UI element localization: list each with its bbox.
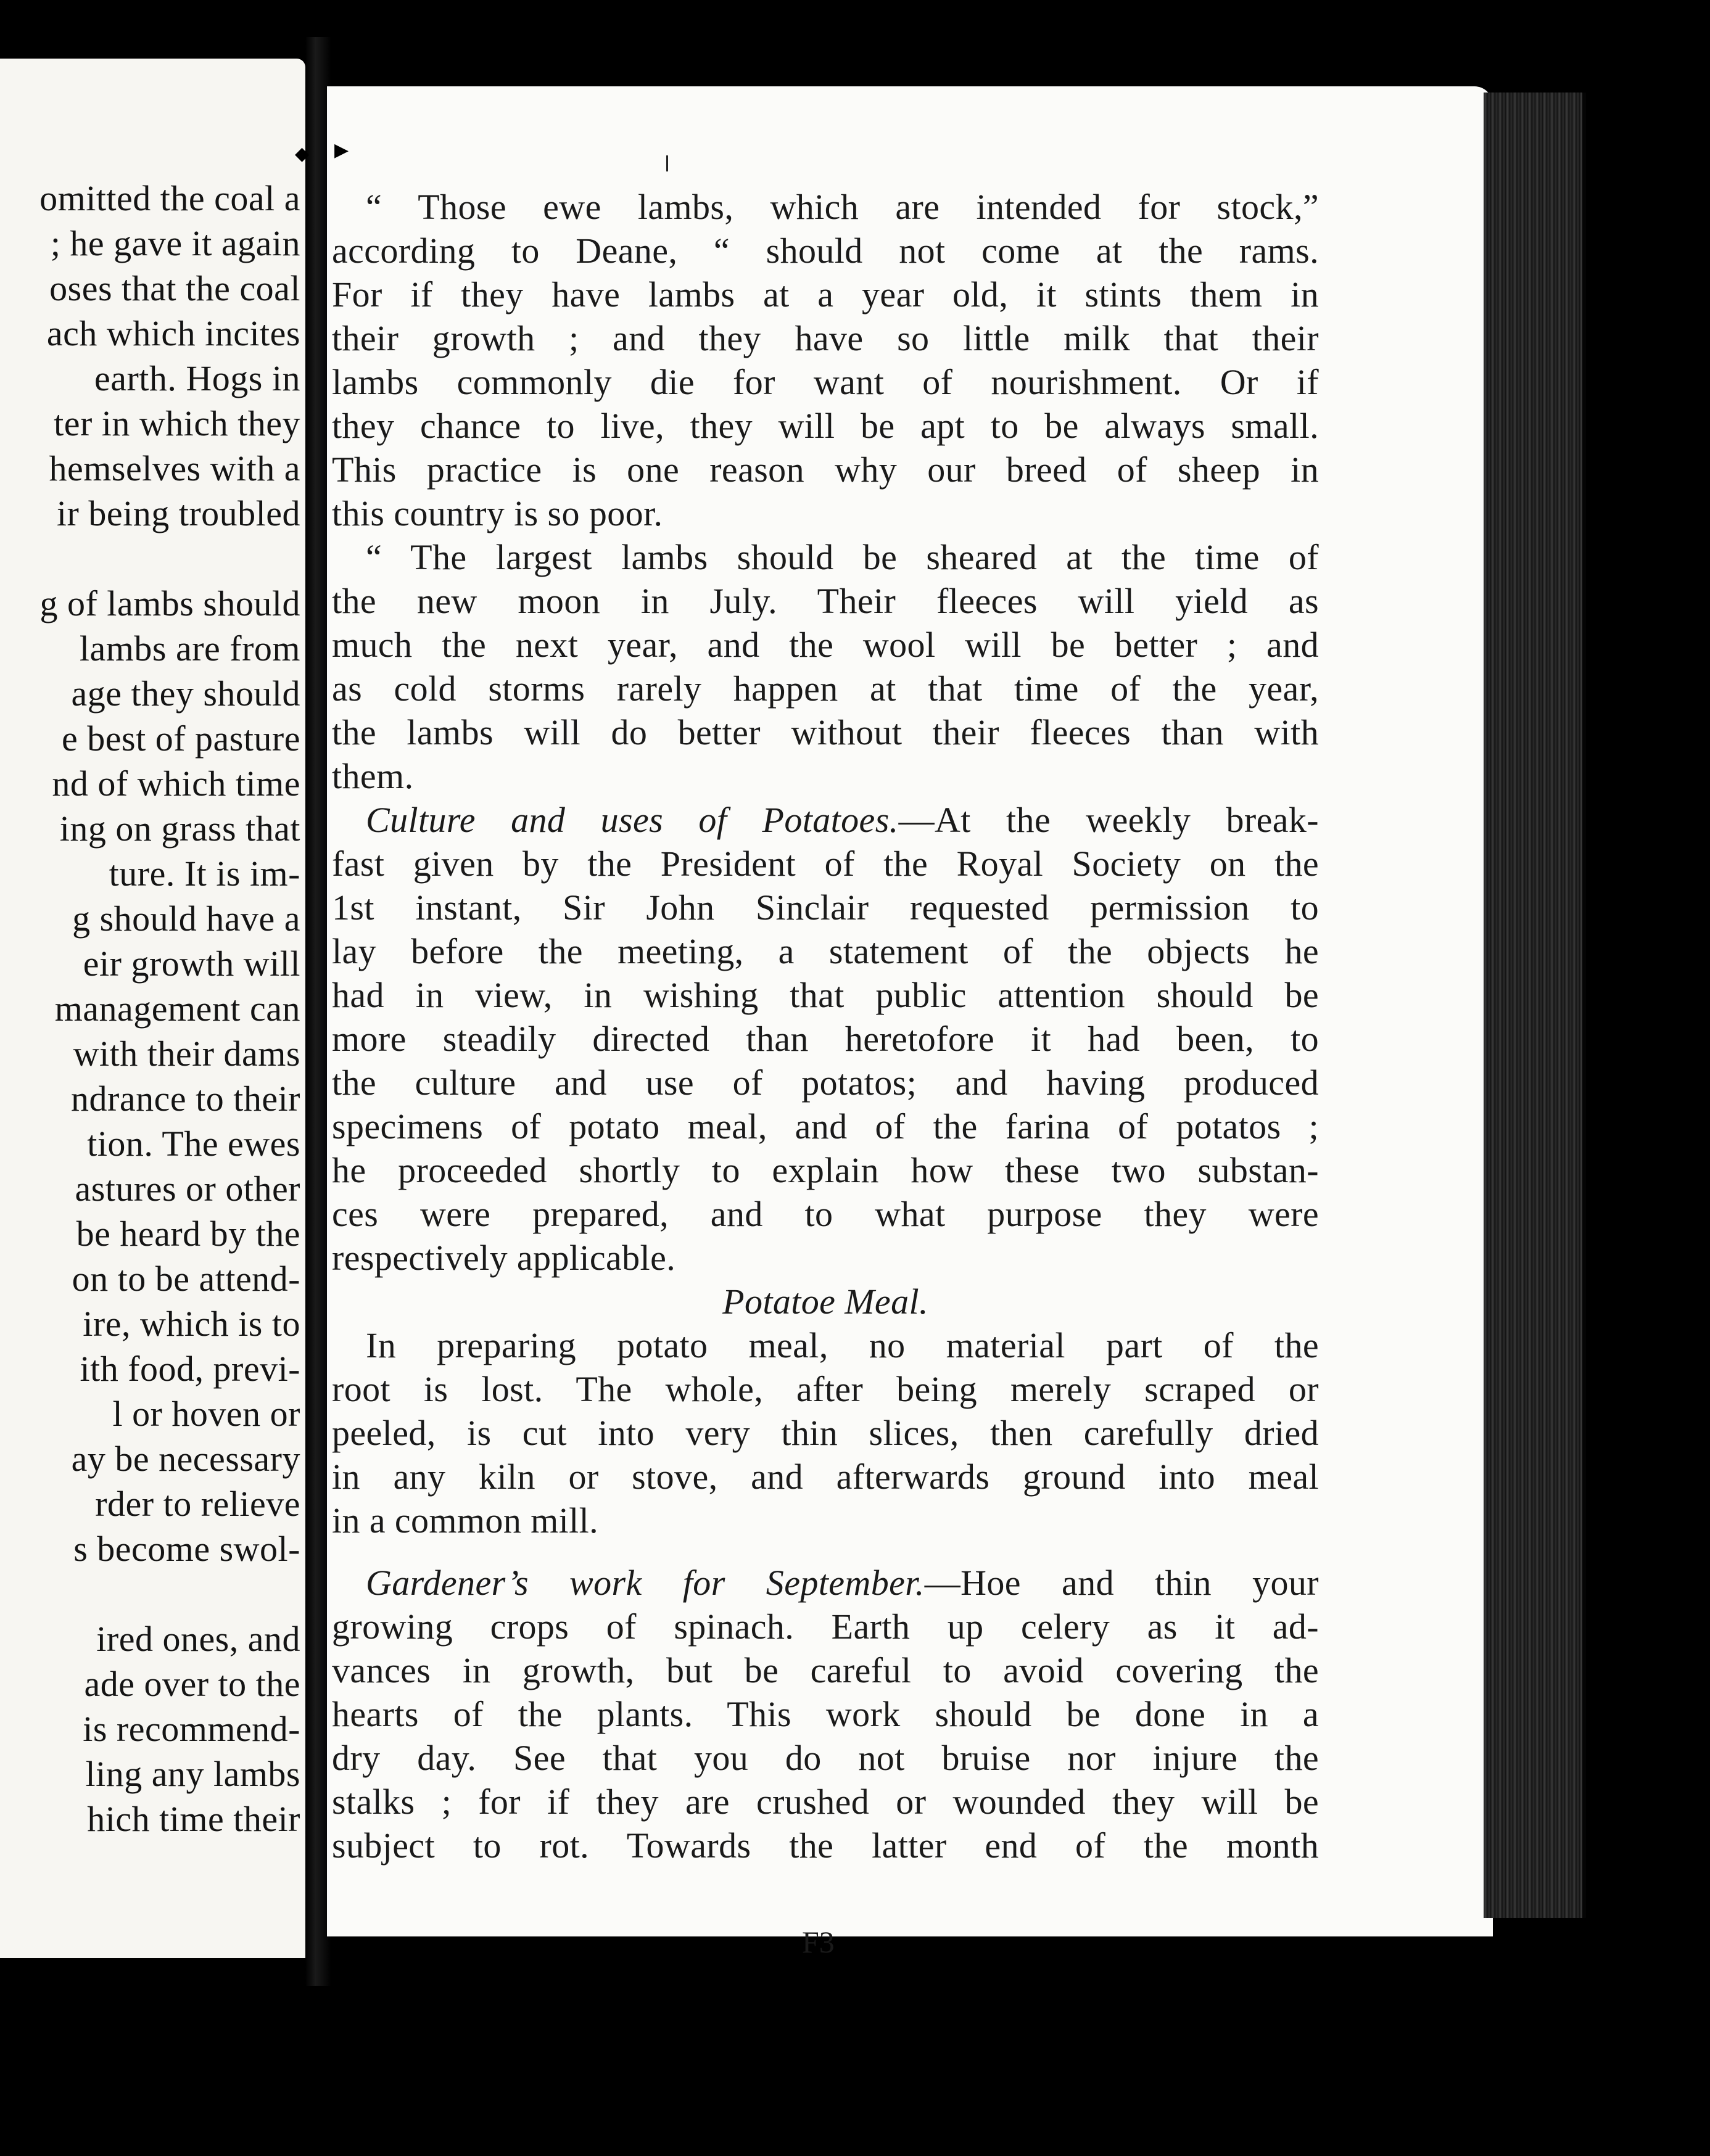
gardener-heading: Gardener’s work for September. (366, 1563, 925, 1603)
text-line: dry day. See that you do not bruise nor injure the (332, 1738, 1319, 1778)
text-line: he proceeded shortly to explain how these two substan- (332, 1150, 1319, 1190)
paragraph-shearing (332, 535, 1319, 798)
left-text-line: management can (54, 989, 300, 1029)
text-line: they chance to live, they will be apt to be always small. (332, 406, 1319, 446)
left-text-line: g of lambs should (39, 583, 300, 623)
text-line: growing crops of spinach. Earth up celery as it ad- (332, 1607, 1319, 1647)
text-line: lay before the meeting, a statement of the objects he (332, 931, 1319, 971)
text-line: For if they have lambs at a year old, it stints them in (332, 274, 1319, 315)
paragraph-potatoes (332, 798, 1319, 1280)
left-text-line: ith food, previ- (80, 1349, 300, 1389)
text-line: In preparing potato meal, no material part of the (366, 1325, 1319, 1365)
paragraph-ewe-lambs (332, 185, 1319, 535)
left-text-line: lambs are from (79, 628, 300, 669)
text-line: “ The largest lambs should be sheared at the time of (366, 537, 1319, 577)
left-text-line: ach which incites (46, 313, 300, 353)
left-text-line (0, 536, 300, 581)
gardener-lead-text: —Hoe and thin your (924, 1563, 1319, 1603)
left-text-line: is recommend- (83, 1709, 300, 1749)
left-text-line (0, 1571, 300, 1616)
left-text-line: tion. The ewes (87, 1124, 300, 1164)
text-line: fast given by the President of the Royal Society on the (332, 844, 1319, 884)
left-text-line: hemselves with a (49, 448, 300, 488)
text-line: according to Deane, “ should not come at the rams. (332, 231, 1319, 271)
text-line: hearts of the plants. This work should be done in a (332, 1694, 1319, 1734)
stray-ink-mark (666, 155, 668, 171)
left-text-line: ndrance to their (71, 1079, 300, 1119)
left-text-line: ade over to the (84, 1664, 300, 1704)
text-line: this country is so poor. (332, 493, 663, 533)
left-text-line: ; he gave it again (50, 223, 300, 263)
right-page-text (332, 185, 1319, 1867)
left-text-line: g should have a (72, 899, 300, 939)
signature-mark: F3 (802, 1925, 835, 1959)
text-line: root is lost. The whole, after being merely scraped or (332, 1369, 1319, 1409)
text-line: much the next year, and the wool will be better ; and (332, 625, 1319, 665)
spacer (332, 1542, 1319, 1561)
left-text-line: age they should (71, 673, 300, 714)
left-text-line: e best of pasture (62, 718, 300, 759)
text-line: in any kiln or stove, and afterwards ground into meal (332, 1457, 1319, 1497)
text-line: “ Those ewe lambs, which are intended for stock,” (366, 187, 1319, 227)
text-line: peeled, is cut into very thin slices, then carefully dried (332, 1413, 1319, 1453)
left-text-line: ir being troubled (56, 493, 300, 533)
left-text-line: ay be necessary (71, 1439, 300, 1479)
left-text-line: omitted the coal a (39, 178, 300, 218)
potatoes-heading: Culture and uses of Potatoes. (366, 800, 899, 840)
text-line: subject to rot. Towards the latter end of the month (332, 1825, 1319, 1866)
left-text-line: ired ones, and (96, 1619, 300, 1659)
left-text-line: astures or other (75, 1169, 300, 1209)
text-line: them. (332, 756, 414, 796)
left-text-line: hich time their (87, 1799, 300, 1839)
text-line: as cold storms rarely happen at that time of the year, (332, 669, 1319, 709)
left-text-line: oses that the coal (49, 268, 300, 308)
left-text-line: ire, which is to (83, 1304, 300, 1344)
text-line (332, 798, 1319, 842)
text-line: their growth ; and they have so little milk that their (332, 318, 1319, 358)
left-text-line: l or hoven or (112, 1394, 300, 1434)
left-text-line: ter in which they (54, 403, 300, 443)
arrow-left-icon: ◆ (295, 143, 310, 165)
text-line: in a common mill. (332, 1500, 599, 1541)
text-line: the lambs will do better without their fleeces than with (332, 712, 1319, 752)
potatoe-meal-heading: Potatoe Meal. (722, 1282, 928, 1322)
text-line: stalks ; for if they are crushed or wounded they will be (332, 1782, 1319, 1822)
paragraph-gardener (332, 1561, 1319, 1867)
text-line: vances in growth, but be careful to avoid covering the (332, 1650, 1319, 1690)
left-text-line: s become swol- (73, 1529, 300, 1569)
text-line: lambs commonly die for want of nourishment. Or if (332, 362, 1319, 402)
arrow-right-icon: ▶ (334, 139, 349, 161)
left-text-line: with their dams (73, 1034, 300, 1074)
text-line: the new moon in July. Their fleeces will yield as (332, 581, 1319, 621)
text-line: the culture and use of potatos; and having produced (332, 1063, 1319, 1103)
left-text-line: ling any lambs (85, 1754, 300, 1794)
left-text-line: be heard by the (76, 1214, 300, 1254)
text-line: had in view, in wishing that public attention should be (332, 975, 1319, 1015)
left-text-line: eir growth will (83, 944, 300, 984)
left-page (0, 59, 305, 1958)
left-text-line: ture. It is im- (109, 854, 300, 894)
left-text-line: earth. Hogs in (94, 358, 300, 398)
left-text-line: rder to relieve (95, 1484, 300, 1524)
text-line (332, 1561, 1319, 1605)
text-line: respectively applicable. (332, 1238, 676, 1278)
left-text-line: nd of which time (52, 763, 300, 804)
left-text-line: ing on grass that (59, 808, 300, 849)
book-fore-edge (1484, 93, 1586, 1918)
left-text-line: on to be attend- (72, 1259, 300, 1299)
text-line: more steadily directed than heretofore it had been, to (332, 1019, 1319, 1059)
text-line: specimens of potato meal, and of the farina of potatos ; (332, 1106, 1319, 1146)
potatoes-lead-text: —At the weekly break- (898, 800, 1320, 840)
text-line: ces were prepared, and to what purpose they were (332, 1194, 1319, 1234)
text-line: 1st instant, Sir John Sinclair requested permission to (332, 887, 1319, 928)
left-page-text (0, 176, 300, 1841)
text-line: This practice is one reason why our breed of sheep in (332, 450, 1319, 490)
paragraph-potatoe-meal (332, 1323, 1319, 1542)
